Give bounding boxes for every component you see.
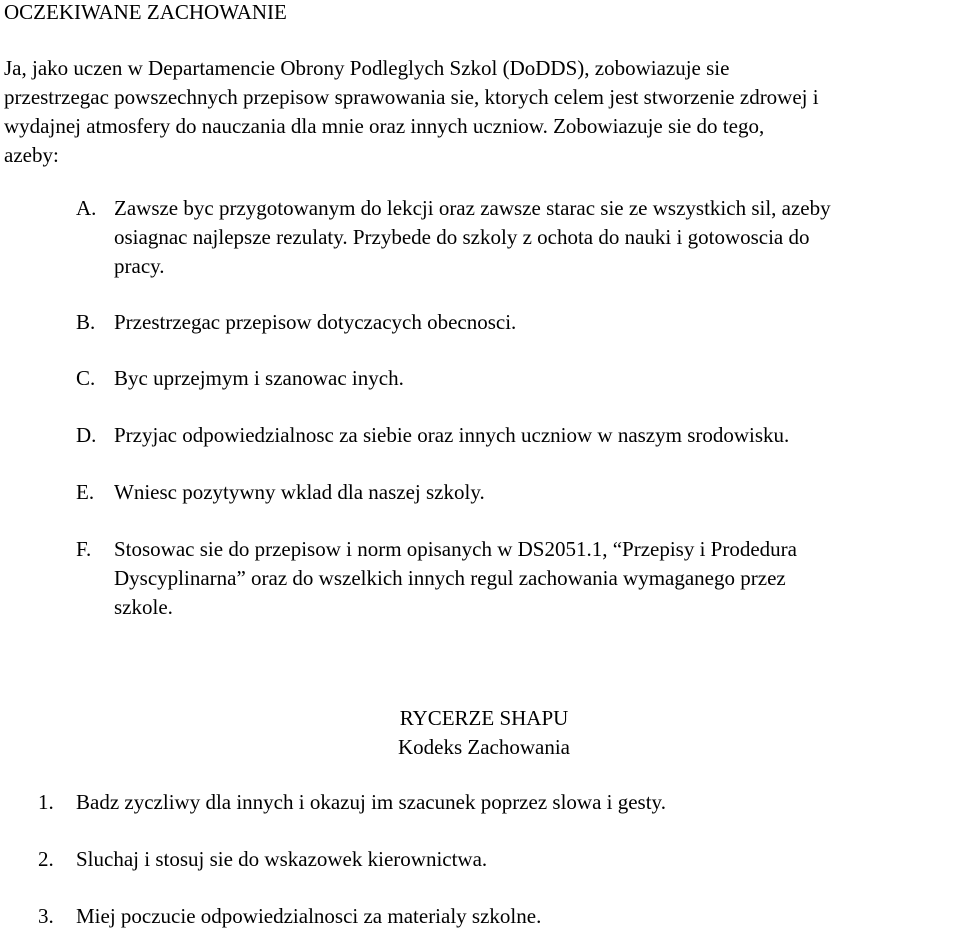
rule-item-c bbox=[76, 364, 960, 393]
code-item-number: 2. bbox=[38, 847, 54, 871]
rule-letter: D. bbox=[76, 423, 97, 447]
rule-letter: C. bbox=[76, 366, 96, 390]
rule-text bbox=[114, 535, 960, 622]
rule-line: Wniesc pozytywny wklad dla naszej szkoly. bbox=[114, 480, 485, 504]
rule-item-a bbox=[76, 194, 960, 281]
intro-line: Ja, jako uczen w Departamencie Obrony Podleglych Szkol (DoDDS), zobowiazuje sie bbox=[4, 56, 730, 80]
rule-item-e bbox=[76, 478, 960, 507]
code-item-number: 3. bbox=[38, 904, 54, 928]
intro-paragraph bbox=[4, 54, 959, 170]
intro-line: przestrzegac powszechnych przepisow sprawowania sie, ktorych celem jest stworzenie zdrowej i bbox=[4, 85, 819, 109]
rule-item-d bbox=[76, 421, 960, 450]
code-item-text: Miej poczucie odpowiedzialnosci za materialy szkolne. bbox=[76, 904, 542, 928]
rule-letter: B. bbox=[76, 310, 96, 334]
code-item-number: 1. bbox=[38, 790, 54, 814]
rule-text bbox=[114, 364, 960, 393]
rule-line: Stosowac sie do przepisow i norm opisanych w DS2051.1, “Przepisy i Prodedura bbox=[114, 537, 797, 561]
rule-letter: A. bbox=[76, 196, 97, 220]
intro-line: wydajnej atmosfery do nauczania dla mnie oraz innych uczniow. Zobowiazuje sie do tego, bbox=[4, 114, 765, 138]
rule-text bbox=[114, 194, 960, 281]
code-item-3 bbox=[38, 902, 938, 931]
document-title: OCZEKIWANE ZACHOWANIE bbox=[4, 0, 287, 24]
rule-line: szkole. bbox=[114, 595, 173, 619]
rule-line: Byc uprzejmym i szanowac inych. bbox=[114, 366, 404, 390]
rule-line: Zawsze byc przygotowanym do lekcji oraz zawsze starac sie ze wszystkich sil, azeby bbox=[114, 196, 831, 220]
rule-letter: F. bbox=[76, 537, 92, 561]
rule-letter: E. bbox=[76, 480, 95, 504]
rule-line: Przestrzegac przepisow dotyczacych obecnosci. bbox=[114, 310, 517, 334]
rule-item-b bbox=[76, 308, 960, 337]
rule-item-f bbox=[76, 535, 960, 622]
code-item-text: Badz zyczliwy dla innych i okazuj im szacunek poprzez slowa i gesty. bbox=[76, 790, 666, 814]
rule-text bbox=[114, 308, 960, 337]
rule-text bbox=[114, 421, 960, 450]
rule-line: pracy. bbox=[114, 254, 165, 278]
rule-line: Przyjac odpowiedzialnosc za siebie oraz innych uczniow w naszym srodowisku. bbox=[114, 423, 790, 447]
rule-text bbox=[114, 478, 960, 507]
code-subheading: Kodeks Zachowania bbox=[397, 735, 571, 759]
rule-line: Dyscyplinarna” oraz do wszelkich innych regul zachowania wymaganego przez bbox=[114, 566, 786, 590]
code-item-text: Sluchaj i stosuj sie do wskazowek kierownictwa. bbox=[76, 847, 488, 871]
code-item-2 bbox=[38, 845, 938, 874]
intro-line: azeby: bbox=[4, 143, 59, 167]
code-heading: RYCERZE SHAPU bbox=[399, 706, 569, 730]
rule-line: osiagnac najlepsze rezulaty. Przybede do szkoly z ochota do nauki i gotowoscia do bbox=[114, 225, 810, 249]
code-item-1 bbox=[38, 788, 938, 817]
